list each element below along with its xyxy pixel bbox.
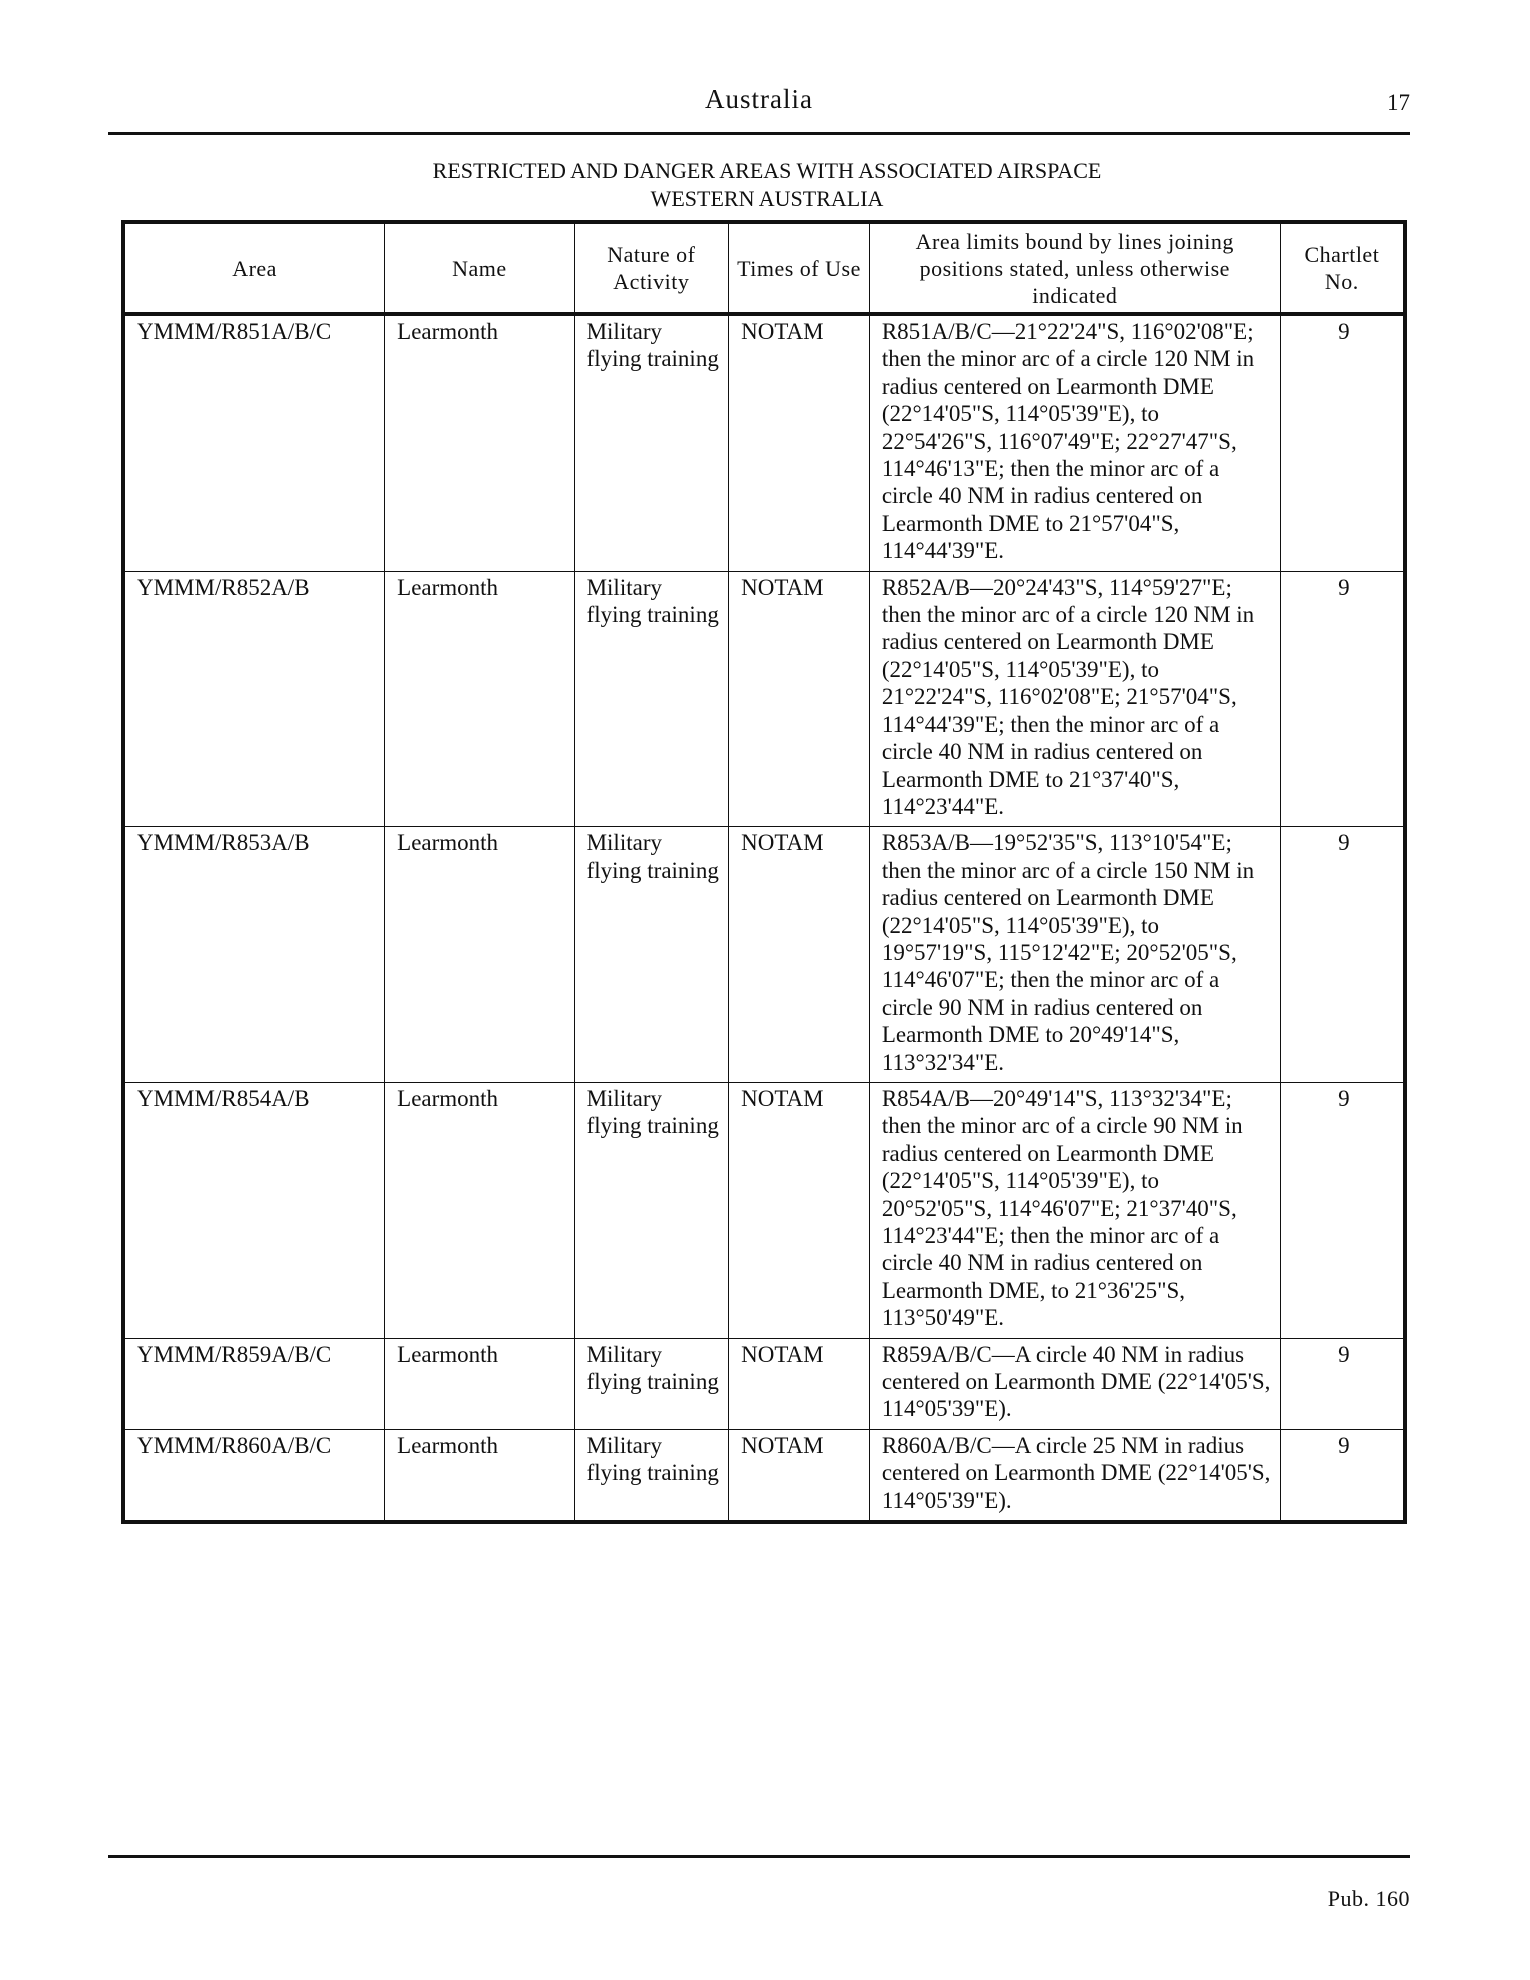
cell-area: YMMM/R854A/B [123,1082,385,1338]
cell-times: NOTAM [729,314,870,571]
cell-limits: R859A/B/C—A circle 40 NM in radius centered on Learmonth DME (22°14'05'S, 114°05'39"E). [869,1338,1280,1429]
cell-name: Learmonth [385,1082,574,1338]
table-header-row [123,222,1405,314]
cell-times: NOTAM [729,1338,870,1429]
cell-area: YMMM/R860A/B/C [123,1429,385,1522]
table-row [123,314,1405,571]
cell-limits: R854A/B—20°49'14"S, 113°32'34"E; then the minor arc of a circle 90 NM in radius centered on Learmonth DME (22°14'05"S, 114°05'39"E), to 20°52'05"S, 114°46'07"E; 21°37'40"S, 114°23'44"E; then the minor arc of a circle 40 NM in radius centered on Learmonth DME, to 21°36'25"S, 113°50'49"E. [869,1082,1280,1338]
column-header-times: Times of Use [729,222,870,314]
cell-chartlet: 9 [1280,1429,1405,1522]
cell-name: Learmonth [385,314,574,571]
cell-nature: Military flying training [574,571,729,827]
cell-limits: R853A/B—19°52'35"S, 113°10'54"E; then the minor arc of a circle 150 NM in radius centered on Learmonth DME (22°14'05"S, 114°05'39"E), to 19°57'19"S, 115°12'42"E; 20°52'05"S, 114°46'07"E; then the minor arc of a circle 90 NM in radius centered on Learmonth DME to 20°49'14"S, 113°32'34"E. [869,827,1280,1083]
page-title: Australia [705,84,813,114]
cell-times: NOTAM [729,827,870,1083]
cell-limits: R851A/B/C—21°22'24"S, 116°02'08"E; then the minor arc of a circle 120 NM in radius centered on Learmonth DME (22°14'05"S, 114°05'39"E), to 22°54'26"S, 116°07'49"E; 22°27'47"S, 114°46'13"E; then the minor arc of a circle 40 NM in radius centered on Learmonth DME to 21°57'04"S, 114°44'39"E. [869,314,1280,571]
cell-name: Learmonth [385,827,574,1083]
cell-chartlet: 9 [1280,827,1405,1083]
cell-times: NOTAM [729,571,870,827]
page-footer [108,1855,1410,1911]
cell-nature: Military flying training [574,1082,729,1338]
cell-name: Learmonth [385,571,574,827]
cell-area: YMMM/R859A/B/C [123,1338,385,1429]
cell-area: YMMM/R852A/B [123,571,385,827]
cell-times: NOTAM [729,1429,870,1522]
cell-chartlet: 9 [1280,1338,1405,1429]
cell-limits: R860A/B/C—A circle 25 NM in radius centered on Learmonth DME (22°14'05'S, 114°05'39"E). [869,1429,1280,1522]
cell-area: YMMM/R851A/B/C [123,314,385,571]
restricted-areas-table [121,220,1407,1524]
cell-chartlet: 9 [1280,314,1405,571]
cell-nature: Military flying training [574,1429,729,1522]
column-header-area: Area [123,222,385,314]
column-header-nature: Nature of Activity [574,222,729,314]
table-row [123,1429,1405,1522]
column-header-chartlet: Chartlet No. [1280,222,1405,314]
table-row [123,571,1405,827]
table-row [123,1082,1405,1338]
cell-times: NOTAM [729,1082,870,1338]
cell-area: YMMM/R853A/B [123,827,385,1083]
cell-nature: Military flying training [574,314,729,571]
page-header [108,84,1410,135]
publication-number: Pub. 160 [1327,1886,1410,1911]
column-header-limits: Area limits bound by lines joining positions stated, unless otherwise indicated [869,222,1280,314]
table-title [122,157,1412,213]
table-row [123,1338,1405,1429]
table-row [123,827,1405,1083]
column-header-name: Name [385,222,574,314]
cell-nature: Military flying training [574,1338,729,1429]
table-title-line2: WESTERN AUSTRALIA [650,186,884,211]
cell-name: Learmonth [385,1338,574,1429]
cell-name: Learmonth [385,1429,574,1522]
cell-chartlet: 9 [1280,571,1405,827]
cell-chartlet: 9 [1280,1082,1405,1338]
cell-limits: R852A/B—20°24'43"S, 114°59'27"E; then the minor arc of a circle 120 NM in radius centered on Learmonth DME (22°14'05"S, 114°05'39"E), to 21°22'24"S, 116°02'08"E; 21°57'04"S, 114°44'39"E; then the minor arc of a circle 40 NM in radius centered on Learmonth DME to 21°37'40"S, 114°23'44"E. [869,571,1280,827]
table-title-line1: RESTRICTED AND DANGER AREAS WITH ASSOCIATED AIRSPACE [432,158,1102,183]
cell-nature: Military flying training [574,827,729,1083]
page-number: 17 [1387,90,1410,115]
